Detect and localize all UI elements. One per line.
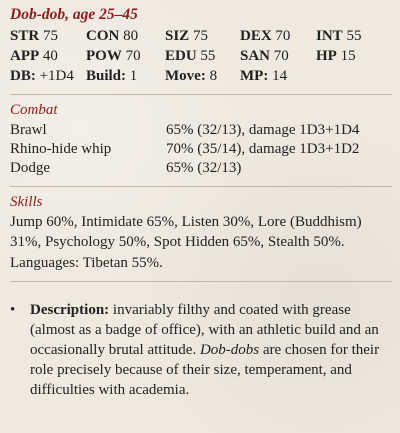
stat-con: CON 80	[86, 28, 139, 44]
skills-heading: Skills	[10, 194, 43, 210]
description-part1: invariably filthy and coated with grease (almost as a badge of office), with an athletic build and an occasionally brutal attitude.	[30, 302, 379, 358]
description-text	[30, 300, 392, 400]
stat-db: DB: +1D4	[10, 68, 74, 84]
stat-dex: DEX 70	[240, 28, 291, 44]
stats-grid	[10, 26, 392, 86]
combat-row	[10, 159, 392, 178]
stat-edu: EDU 55	[165, 48, 216, 64]
combat-name: Brawl	[10, 122, 47, 138]
combat-value: 70% (35/14), damage 1D3+1D2	[166, 141, 360, 157]
stat-siz: SIZ 75	[165, 28, 208, 44]
stat-pow: POW 70	[86, 48, 141, 64]
bullet-icon: •	[10, 302, 16, 318]
combat-heading: Combat	[10, 102, 58, 118]
npc-title: Dob-dob, age 25–45	[10, 6, 138, 23]
divider-1	[10, 94, 392, 95]
combat-value: 65% (32/13)	[166, 160, 242, 176]
combat-row	[10, 140, 392, 159]
skills-text: Jump 60%, Intimidate 65%, Listen 30%, Lore (Buddhism) 31%, Psychology 50%, Spot Hidden 65%, Stealth 50%.	[10, 214, 362, 250]
description-part2: are chosen for their role precisely because of their size, temperament, and difficulties with academia.	[30, 342, 380, 398]
description-block	[10, 300, 392, 400]
stat-mp: MP: 14	[240, 68, 288, 84]
stat-int: INT 55	[316, 28, 362, 44]
description-label: Description:	[30, 302, 110, 318]
stat-build: Build: 1	[86, 68, 138, 84]
stat-app: APP 40	[10, 48, 58, 64]
combat-value: 65% (32/13), damage 1D3+1D4	[166, 122, 360, 138]
stat-move: Move: 8	[165, 68, 218, 84]
combat-name: Dodge	[10, 160, 50, 176]
description-italic: Dob-dobs	[199, 342, 260, 358]
divider-2	[10, 186, 392, 187]
stat-str: STR 75	[10, 28, 58, 44]
stat-hp: HP 15	[316, 48, 356, 64]
divider-3	[10, 281, 392, 282]
combat-name: Rhino-hide whip	[10, 141, 112, 157]
stat-san: SAN 70	[240, 48, 289, 64]
combat-row	[10, 121, 392, 140]
stat-block-page	[10, 6, 392, 400]
languages-text: Languages: Tibetan 55%.	[10, 255, 163, 271]
combat-table	[10, 121, 392, 178]
